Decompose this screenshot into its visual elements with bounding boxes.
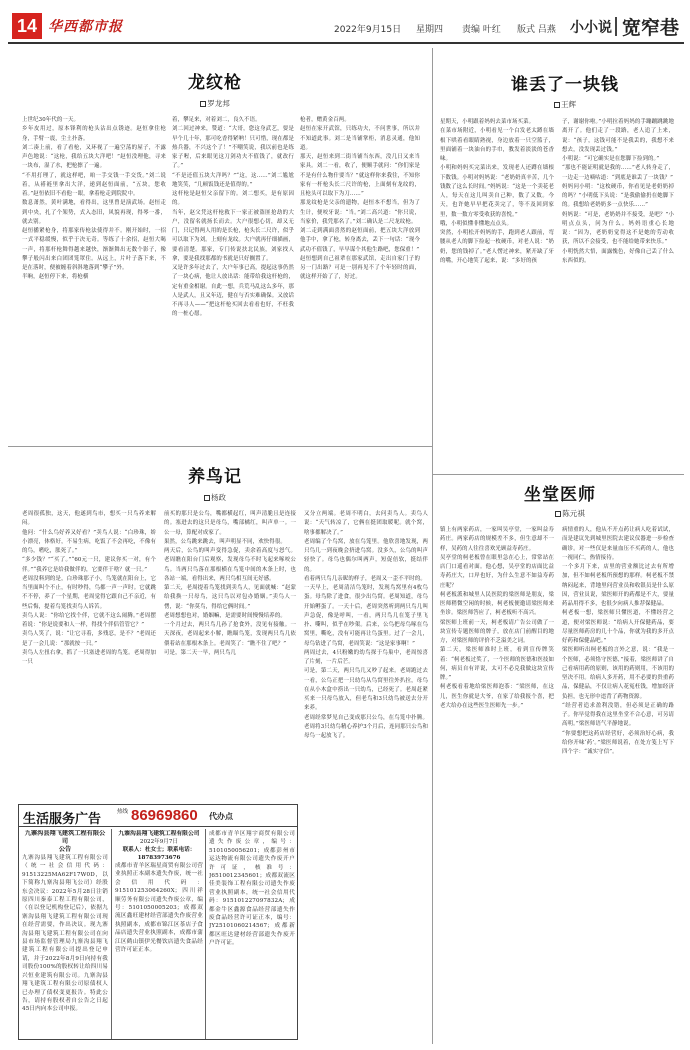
header-divider [615, 17, 617, 36]
header-rule [8, 42, 684, 44]
story-title: 坐堂医师 [524, 485, 596, 505]
column-small-name: 小小说 [570, 20, 612, 36]
page-header [8, 8, 684, 42]
column-divider [432, 474, 433, 1044]
header-weekday: 星期四 [416, 25, 444, 35]
header-editor: 责编 叶红 [462, 25, 501, 35]
story-byline: 杨政 [150, 492, 280, 503]
notice-type: 公告 [58, 846, 72, 853]
story-column: 星期天，小明跟着妈妈去菜市场买菜。 在菜市场附近，小明看见一个白发老太蹲在墙根下哄着看眼睛熟视，身边放着一只空篮子，里面铺着一块油台的手巾，教发着淡淡的苍香味。 小明和妈妈买完菜出来，发现老人还蹲在墙根下数钱。小明对妈妈说：“老奶奶真辛苦，几个钱数了这么长时间。”妈妈说：“这是一个卖花老人，每天在这儿叫卖自己种，数了又数。今天，也许她早早把花卖完了，等不及回到家里，数一数方零受收获的喜悦。” 哦，小明似懂非懂地点点头。 突然，小明松开妈妈的手，跑到老人跟前，弯腰从老人的脚下捡起一枚硬币，对老人说：“奶奶，您的钱掉了。”老人愣过神来，紧开缺了牙的嘴，开心地笑了起来，说：“多好的孩 [440, 119, 554, 264]
header-designer: 版式 吕燕 [517, 25, 556, 35]
story-title: 谁丢了一块钱 [511, 75, 619, 95]
header-date: 2022年9月15日 [334, 25, 402, 35]
notice-company: 九寨沟县翔飞建筑工程有限公司 [24, 830, 106, 845]
column-divider [432, 48, 433, 474]
story-column: 前买的那只是公鸟，嘴都横起红，叫声清脆且是连接的。塞进去的这只是母鸟，嘴部橘红，叫声单一。一公一母，算配对成家了。 果然，公鸟跳来跳去，叫声明显不同，欢快得很。 两天后，公鸟的叫声变得急促，卖余着高度与怒气。老周瞧在阳台门后观察，发现母鸟不时飞起来啄咬公鸟。当两只鸟落在那根横在鸟笼中间的木条上时，也各站一端，看得出来，两只鸟相互间无好感。 第二天，老周提着鸟笼找到卖鸟人，见面就喊：“赵蒙给我换一只母鸟，这只鸟以对包办婚姻。”卖鸟人一愣，说：“你莫鸟，得给它俩时间。” 老周想想也对，婚姻嘛，是需要时间慢慢培养的。 一个月过去，两只鸟几孙了抢食外，没见有接触。一天深夜，老周起来小解，瞧瞄鸟笼，发现两只鸟几依偎着站在那根木条上。老周笑了：“瞧不住了吧？” 可是，第二天一早，两只鸟几 [164, 511, 296, 656]
classifieds-divider [205, 829, 206, 1039]
story-column: 着，攀足来，对着刘二，良久不语。 刘二回过神来，赞道：“大哥，您这身武艺，要是早个几十年，那可吃香得紧呐！只可惜，现在都是热兵器，不兴这个了！”不嘲笑说，我以前也是练家子喔，后来眼见这刀剑功夫不值钱了，就改行了。” “不是还值五块大洋吗？”“这，这……”刘二尴尬地笑笑，“几顿饭钱还是值得的。” 这杆枪是赵恒父亲留下的。刘二想买，是有原因的。 当年，赵父凭这杆枪救下一家正被盗匪抢劫的大户，没留名就扬长而去。大户很想心切，却又无门，只记得两人用的是长枪，枪头长二尺许，似乎可以取下为刘。上刻有龙纹。大户就再仔细描画，要看清楚。那家，专门传说扶北民族，刘家找人拿，要是我找那都的书就是只好搁置了。 又是许多年过去了，大户年事已高，提起这事仍然了一块心病，他让人放出话：能带给我这杆枪的，定有重金相谢。自此一想，兵荒马乱这么多年，那人是武人，且又年迈，健在与否实难确保。又放话不再寻人——“把这杆枪买回去看看也好，不枉我的一桩心愿。 [172, 117, 294, 318]
story-column: 又分立两端。老周不明白，去问卖鸟人。卖鸟人说：“天气转凉了，它俩在挺团取暖呢。就个窝，啥事都解决了。” 老周编了个鸟窝，放在鸟笼里。他欣喜地发现，两只鸟几一到夜晚会挤进鸟窝。没多久，公鸟的叫声轻快了。母鸟也偶尔叫两声，短促倍软，挺结伴的。 看着两只鸟几亲昵的样子，老周又一歪不平时的。 一天早上，老周清洁鸟笼时，发现鸟窝里有4枚鸟蛋。母鸟除了进食，很少出鸟窝。老周知道，母鸟开始孵蛋了。一天十后，老周突然听到两只鸟几叫声急促，像是呼叫，一看，两只鸟几在笼子里飞扑、嘶叫，似乎在吵架。后来，公鸟把母鸟啄在鸟窝里，嘶吃，没有可能再让鸟蛋里。过了一会儿，母鸟钻进了鸟窝，老周笑说：“这是家事啊！” 两周过去，4只粉嫩的幼鸟探于鸟巢中，老周惊喜了片刻，一片后芒。 可是，第二天，两只鸟几又吵了起来。老周跑过去一看，公鸟正把一只幼鸟从鸟窝里往外扒拉，母鸟在从小木盒中捞出一只幼鸟，已经死了。老周赶紧买来一只母鸟放入，但老鸟和3只幼鸟被送去分开来养。 老周经常梦见自己变成那只公鸟，在鸟笼中扑腾。老周将3只幼鸟精心养护3个月后，连同那只公鸟和母鸟一起放飞了。 [304, 511, 428, 739]
byline-box-icon [200, 101, 206, 107]
story-title: 养鸟记 [188, 467, 242, 487]
notice-1 [22, 830, 108, 1036]
notice-company: 九寨沟县翔飞建筑工程有限公司 [118, 831, 200, 837]
classifieds-title: 生活服务广告 [23, 812, 102, 827]
story-column: 上世纪30年代的一天。 乡年皮用过，原本锋利的枪头沾出点锈迹。赵恒拿住枪身，手臂一震，尘土扑落。 刘二凑上前，看了看枪，又环视了一遍空荡的屋子，不露声色地说：“这枪，我给五块大洋吧！”赵恒没理他，寻来一块布，湿了水，把枪擦了一遍。 “不用打理了，就这样吧，咱一手交钱一手交货。”刘二说着，从褡裢里拿出大洋，递到赵恒面前，“五块，您收着。”赵恒依旧不看他一眼，拿着枪走到院院中。 数息萧然，黄叶满地，看得出，这里曾是演武场。赵恒走到中央，扎了个架势，式入态旧，风貌再现，得琴一番，就去别。 赵恒播紧枪身，将那家传枪法使得并不。刚开始时，一招一式平稳缓慢，似乎于决无奇。等练了十余招，赵恒大喝一声，将那杆枪舞得越来越快，渐渐舞出无数个影子，像攀子般闪出来白团团笼罩住。从远上，片叶子落下来，不是在落时，便被缠着斜斜地落到“攀子”外。 半晌，赵恒停下来，将枪横 [22, 117, 166, 281]
story-byline: 陈元祺 [520, 508, 620, 519]
section-rule [8, 446, 432, 447]
paper-name: 华西都市报 [48, 19, 123, 35]
notice-body: 九寨沟县翔飞建筑工程有限公司（统一社会信用代码：91513225MA62F17W0D，以下简称九寨沟县翔飞公司）经股东会决议：2022年5月28日注销原四川秦泰工程工程有限公司，（在以登记机构登记后），依据九寨沟县翔飞建筑工程有限公司现在经营需要，作出决议。现九寨沟县翔飞建筑工程有限公司在向县市场监督管理局九寨沟县翔飞建筑工程有限公司提出登记申请，并于2022年8月9日向持有我司股份100%的股权转让给四川易兴恒业建筑有限公司。九寨沟县翔飞建筑工程有限公司原债权人已办理了债权变更报告。特此公告，请持有股权者自公告之日起45日内向本公司申报。 [22, 855, 108, 1013]
story-column: 子，谢谢你啦。”小明拉着妈妈的手蹦蹦跳跳地离开了。他们走了一段路，老人追了上来，说：“孩子，这钱可能不是我丢的，我想不来想去，没发现丢过钱。” 小明说：“可它确实是在您脚下捡到的。” “那也不能证明就是我的……”老人转身走了，一边走一边嘀咕道：“到底是谁丢了一块钱？” 妈妈问小明：“这枚硬币，你看见是老奶奶掉的吗？”小明低下头说：“是我偷偷扔在她脚下的。我想给老奶奶多一点快乐……” 妈妈说：“可是，老奶奶并不接受，是吧？”小明点点头，问为什么。妈妈语重心长地说：“因为，老奶奶觉得这不是她的劳动收获，所以不会接受，也不能给她带来快乐。” 小明恍然大悟，面露愧色，好像自己丢了什么东西似的。 [562, 119, 674, 264]
classifieds-box [18, 804, 298, 1040]
notice-body: 成都市青羊区翔宇商贸有限公司遗失作废公章，编号：5101050056201；成都彭州市运达物流有限公司遗失作废开户许可证，核准号：J6510012345601；成都双流区佳美装饰工程有限公司遗失作废营业执照副本，统一社会信用代码：915101227097832A；成都金牛区鑫源食品经营部遗失作废食品经营许可证正本，编号：JY25101060214567；成都新都区旺达建材经营部遗失作废开户许可证。 [209, 831, 295, 947]
notice-body: 成都市青羊区瑞星商贸有限公司营业执照正本副本遗失作废，统一社会信用代码：915101253064260X；四川祥顺劳务有限公司遗失作废公章，编号：5101050005203；成都双流区鑫旺建材经营部遗失作废营业执照副本，成都市锦江区茶店子食品店遗失营业执照副本，成都市蒲江区鹤山镇伊光餐饮店遗失食品经营许可证正本。 [115, 863, 203, 954]
classifieds-divider [111, 829, 112, 1039]
notice-date: 2022年9月7日 [139, 839, 179, 845]
classifieds-agent-label: 代办点 [209, 811, 233, 821]
byline-box-icon [555, 511, 561, 517]
story-byline: 王辉 [520, 99, 610, 110]
story-column: 枪者，赠黄金百两。 赵恒在家开武馆，只练功夫，不问世事，所以并不知道此事。刘二是当铺掌柜，消息灵通，他知道。 那天，赵恒来到二街当铺当东西，没几日又来当家具。刘二一看，收了，便顺手就问：“你们家是不是有什么物什要当？”就这样你来我往，不知你家有一杆枪头长二尺许的枪，上面刻有龙纹的，且枪头可以取下为刀……” 那龙纹枪是父亲的遗物，赵恒本不想当，但为了生计，便咬牙说：“当。”刘二高兴道：“你只说，当家价，我凭那名了。”刘二确认是二尺龙纹枪。 刘二走到满面喜然的赵恒面前，把五块大洋放到他手中，拿了枪，转身离去，丢下一句话：“现今武功不值钱了，早早谋个其他生路吧，您保重！” 赵恒想到自己祖辈在那家武馆，走出自家门子的另一门出路？可是一别再见不了个年轻时的面，就这样开始了了，好过。 [300, 117, 420, 281]
classifieds-phone: 86969860 [131, 807, 198, 824]
section-rule [432, 474, 684, 475]
classifieds-header [19, 805, 297, 827]
notice-3 [209, 830, 295, 1036]
story-column: 病情重的人，他从不开点药让病人吃着试试，而是建议先到城里医院去建议仪器进一步检查确诊。对一些仅是来量血压不买药的人，他也一视同仁，热情接待。 一个多月下来，店里的营业额比过去有所增加，但不如柯老板所预想的那样。柯老板不禁纳闷起来，背地里问营业员和收银员是什么原因，营业员说，梁医师开的药都是不大，要量药品用得不多，也很少向病人推荐保健品。 柯老板一想，梁医师只懂医道，不懂经营之道，便对梁医师说：“给病人开保健药品，要尽量医师药房的几十个品，你就为我的多开点好药和保健品吧。” 梁医师听出柯老板的言外之意，说：“我是一个医师，必须恪守医德，”接着，梁医师讲了自己看病用药的原则，该用的药则用，不该用的坚决不用。给病人多开药，用不必要的贵重药品，保健品，不仅让病人花冤枉钱，增加经济负担，也无形中违背了药物资源。 “经营者追求盈利没错，但必须是正确的路子。你早觉得我在这里坐堂不合心意，可另请高明。”梁医师语气平静地说。 “你要想把这药店经营好，必须治好心病，我给你开味‘药’。”梁医师说着，在处方笺上写下四个字：“诚实守信”。 [562, 527, 674, 755]
byline-box-icon [204, 495, 210, 501]
story-byline: 罗龙邦 [130, 98, 300, 109]
story-title: 龙纹枪 [188, 73, 242, 93]
notice-contact: 联系人：杜女士；联系电话：18783973676 [122, 847, 196, 861]
page-number: 14 [12, 13, 42, 39]
story-column: 老周很孤独，这天，他遂到鸟市，想买一只鸟养来解闷。 他问：“什么鸟好养又好看？”卖鸟人说：“白珍珠，娇小漂亮，体格好，不易生病，吃饭了不会再吃，不像有的鸟，嗜吃，胀死了。” “多少钱？”“买了。”“60元一只，建议你买一对，有个伴。”“我养它是给我做伴的，它要伴干啥？就一只。” 老周没料到的是，白珍珠那子小，鸟笼就在阳台上，它当里面叫个不止，有时吵得，鸟都一声一声时。它就跳不不停，养了一个星期，老周觉得它跟自己不亲近，有些后悔，提着鸟笼找卖鸟人诉苦。 卖鸟人说：“你给它找个伴，它就不这么闹腾。”老周摆着说：“你是说要和人一样，得找个伴侣管管它？” 卖鸟人笑了，说：“让它寻着，多残忍，是不？”老周还是了一会儿说：“那就按一只。” 卖鸟人左扭右拿，抓了一只塞进老周的鸟笼。老周得加一只 [22, 511, 156, 665]
byline-box-icon [554, 102, 560, 108]
classifieds-hotline-label: 热线 [117, 809, 129, 815]
column-big-name: 宽窄巷 [622, 17, 680, 39]
story-column: 镇上有两家药店，一家叫吴亭堂，一家叫益寿药庄。两家药店的规模差不多，但生意却不一样，吴药的人往往喜欢光顾益寿药庄。 吴亭堂的柯老板曾在眼里急在心上，常常站在店门口遥看对面。他心想，吴亭堂的店面比益寿药庄大，口岸也好，为什么生意不如益寿药庄呢？ 柯老板派和城里人民医院的梁医师是朋友，梁医师稍微空闲的时候，柯老板便邀请梁医师来坐诊。梁医师答应了，柯老板听不高兴。 梁医师上班前一天，柯老板请广告公司做了一块宣传专题医师的牌子，放在店门前醒目的地方，对梁医师的评价不乏溢美之词。 第二天，梁医师准时上班，看到宣传牌笑着：“柯老板过奖了，一个医师的医德和医技如何，病员自有评说，太可不必兑我做这块宣传牌。” 柯老板看着地给梁医师泡茶：“梁医师，在这儿，医生你就是大爷，在家了给我报个喜，把老大给办在这些医生医师先一步。” [440, 527, 554, 709]
notice-2 [115, 830, 203, 1036]
